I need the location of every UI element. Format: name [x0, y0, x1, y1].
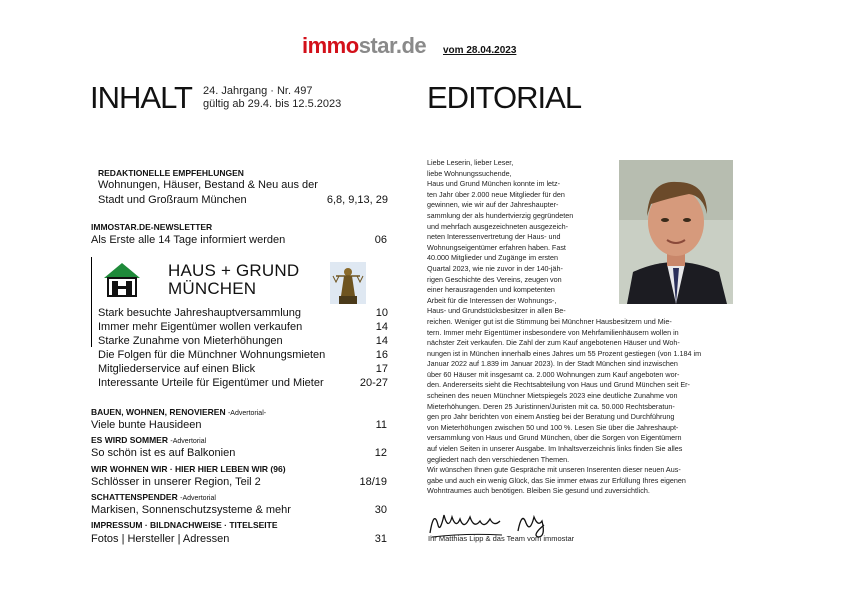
logo-red-part: immo	[302, 33, 359, 58]
toc-text: So schön ist es auf Balkonien	[91, 447, 236, 459]
toc-text: Wohnungen, Häuser, Bestand & Neu aus der	[98, 179, 318, 191]
editorial-line: neten Interessenvertretung der Haus- und	[427, 232, 561, 242]
toc-page: 11	[375, 419, 387, 431]
toc-row	[98, 179, 388, 191]
editorial-line: Haus und Grund München konnte im letz-	[427, 179, 561, 189]
toc-row	[98, 307, 388, 319]
toc-page: 30	[374, 504, 387, 516]
editorial-line: gewinnen, wie wir auf der Jahreshaupter-	[427, 200, 559, 210]
toc-text: Starke Zunahme von Mieterhöhungen	[98, 335, 283, 347]
toc-text: Als Erste alle 14 Tage informiert werden	[91, 234, 286, 246]
issue-validity: gültig ab 29.4. bis 12.5.2023	[203, 98, 342, 110]
editorial-line: Quartal 2023, wie nie zuvor in der 140-jäh-	[427, 263, 563, 273]
toc-row	[91, 419, 387, 431]
toc-text: Viele bunte Hausideen	[91, 419, 202, 431]
editorial-line: gabe und auch ein wenig Glück, das Sie immer etwas zur Erfüllung Ihres eigenen	[427, 475, 686, 485]
toc-page: 14	[375, 321, 388, 333]
editorial-line: scheinen des neuen Münchner Mietspiegels 2023 eine deutliche Zunahme von	[427, 391, 678, 401]
editorial-line: ten Jahr über 2.000 neue Mitglieder für den	[427, 189, 565, 199]
editorial-line: gegliedert nach den verschiedenen Themen.	[427, 454, 570, 464]
toc-row	[91, 476, 387, 488]
toc-text: Mitgliederservice auf einen Blick	[98, 363, 256, 375]
toc-page: 14	[375, 335, 388, 347]
editorial-line: liebe Wohnungssuchende,	[427, 168, 512, 178]
toc-text: Die Folgen für die Münchner Wohnungsmieten	[98, 349, 326, 361]
editorial-line: reichen. Weniger gut ist die Stimmung bei Münchner Hausbesitzern und Mie-	[427, 316, 672, 326]
toc-page: 16	[375, 349, 388, 361]
toc-row	[91, 234, 387, 246]
editorial-intro	[427, 158, 613, 317]
section-heading-text: ES WIRD SOMMER	[91, 435, 168, 445]
editorial-line: nächster Zeit verkaufen. Die Zahl der zum Kauf angebotenen Häuser und Woh-	[427, 338, 680, 348]
toc-row	[91, 447, 387, 459]
toc-page: 10	[375, 307, 388, 319]
toc-page: 31	[374, 533, 387, 545]
section-heading	[91, 435, 206, 445]
toc-page: 12	[374, 447, 387, 459]
editorial-line: einer herausragenden und kompetenten	[427, 285, 555, 295]
toc-page: 6,8, 9,13, 29	[326, 194, 388, 206]
editorial-line: 40.000 Mitglieder und Zugänge im ersten	[427, 253, 559, 263]
editorial-line: Wohntraumes auch benötigen. Bleiben Sie gesund und zuversichtlich.	[427, 486, 650, 496]
justitia-statue-icon	[330, 262, 366, 304]
toc-row	[91, 504, 387, 516]
haus-grund-title	[168, 262, 299, 298]
editorial-line: Mieterhöhungen. Deren 25 Juristinnen/Juristen mit ca. 50.000 Rechtsberatun-	[427, 401, 675, 411]
toc-page: 18/19	[359, 476, 387, 488]
editorial-line: gen pro Jahr berichten von einem Anstieg bei der Beratung und Durchführung	[427, 412, 675, 422]
editorial-signoff: Ihr Matthias Lipp & das Team vom immostar	[428, 534, 575, 543]
issue-volume: 24. Jahrgang · Nr. 497	[203, 85, 313, 97]
toc-text: Stadt und Großraum München	[98, 194, 247, 206]
haus-grund-house-icon	[102, 260, 142, 298]
toc-row	[98, 363, 388, 375]
toc-row	[98, 349, 388, 361]
toc-text: Fotos | Hersteller | Adressen	[91, 533, 230, 545]
toc-text: Markisen, Sonnenschutzsysteme & mehr	[91, 504, 291, 516]
section-heading: REDAKTIONELLE EMPFEHLUNGEN	[98, 168, 244, 178]
editorial-line: sammlung der als hundertvierzig gegründeten	[427, 210, 574, 220]
section-heading: WIR WOHNEN WIR · HIER HIER LEBEN WIR (96)	[91, 464, 286, 474]
section-heading-text: BAUEN, WOHNEN, RENOVIEREN	[91, 407, 226, 417]
editorial-line: versammlung von Haus und Grund München, über die Sorgen von Eigentümern	[427, 433, 682, 443]
haus-grund-title-line2: MÜNCHEN	[168, 279, 257, 298]
toc-text: Immer mehr Eigentümer wollen verkaufen	[98, 321, 303, 333]
editorial-line: Liebe Leserin, lieber Leser,	[427, 158, 514, 167]
advertorial-note: -Advertorial	[170, 438, 207, 445]
editorial-line: und mehrfach ausgezeichneten ausgezeich-	[427, 221, 569, 231]
section-heading: IMPRESSUM · BILDNACHWEISE · TITELSEITE	[91, 520, 278, 530]
section-heading	[91, 407, 266, 417]
editorial-line: über 60 Häuser mit insgesamt ca. 2.000 Wohnungen zum Kauf angeboten wor-	[427, 369, 680, 379]
toc-row	[98, 321, 388, 333]
toc-row	[98, 377, 388, 389]
editorial-line: den. Andererseits sieht die Rechtsabteilung von Haus und Grund München seit Er-	[427, 380, 690, 390]
toc-text: Stark besuchte Jahreshauptversammlung	[98, 307, 301, 319]
advertorial-note: -Advertorial-	[227, 410, 267, 417]
inhalt-heading: INHALT	[90, 80, 192, 115]
editorial-line: Wohnungseigentümer erfahren haben. Fast	[427, 242, 566, 252]
editorial-line: Arbeit für die Interessen der Wohnungs-,	[427, 295, 557, 305]
author-portrait-photo	[619, 160, 733, 304]
editorial-line: tern. Immer mehr Eigentümer insbesondere von Mehrfamilienhäusern wollen in	[427, 327, 679, 337]
toc-text: Schlösser in unserer Region, Teil 2	[91, 476, 261, 488]
editorial-line: rigen Geschichte des Vereins, zeugen von	[427, 274, 562, 284]
toc-row	[98, 194, 388, 206]
section-heading	[91, 492, 216, 502]
toc-page: 20-27	[359, 377, 388, 389]
immostar-logo	[302, 33, 426, 59]
issue-info	[203, 85, 341, 111]
editorial-line: Wir wünschen Ihnen gute Gespräche mit unseren Inserenten dieser neuen Aus-	[427, 465, 681, 475]
section-heading: IMMOSTAR.DE-NEWSLETTER	[91, 222, 213, 232]
section-heading-text: SCHATTENSPENDER	[91, 492, 178, 502]
editorial-line: nungen ist in München innerhalb eines Jahres um 55 Prozent gestiegen (von 1.184 im	[427, 348, 702, 358]
advertorial-note: -Advertorial	[180, 495, 216, 502]
editorial-line: Haus- und Grundstücksbesitzer in allen Be-	[427, 306, 566, 316]
toc-row	[91, 533, 387, 545]
toc-page: 17	[375, 363, 388, 375]
editorial-line: auf vielen Seiten in unserer Ausgabe. Im Inhaltsverzeichnis links finden Sie alles	[427, 444, 683, 454]
haus-grund-title-line1: HAUS + GRUND	[168, 261, 300, 280]
logo-grey-part: star.de	[358, 33, 427, 58]
toc-text: Interessante Urteile für Eigentümer und Mieter	[98, 377, 324, 389]
toc-page: 06	[374, 234, 387, 246]
editorial-heading: EDITORIAL	[427, 80, 582, 115]
editorial-line: von Mieterhöhungen zwischen 50 und 100 %. Lesen Sie über die Jahreshaupt-	[427, 422, 679, 432]
toc-row	[98, 335, 388, 347]
editorial-line: Januar 2022 auf 1.839 im Januar 2023). In der Stadt München sind inzwischen	[427, 359, 678, 369]
issue-date: vom 28.04.2023	[443, 45, 517, 56]
